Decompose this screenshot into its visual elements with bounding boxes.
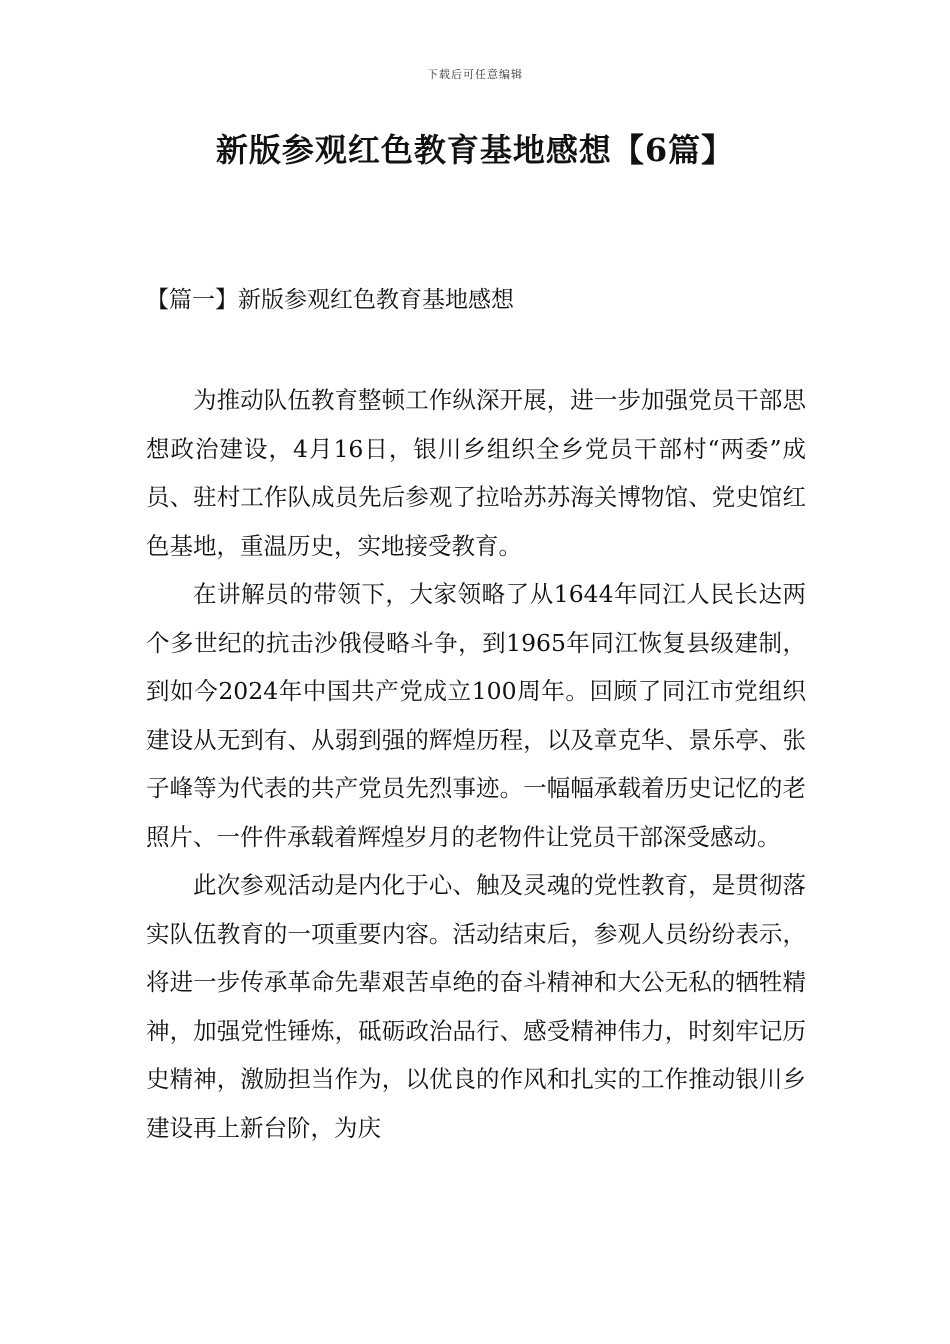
paragraph: 在讲解员的带领下，大家领略了从1644年同江人民长达两个多世纪的抗击沙俄侵略斗争，到1965年同江恢复县级建制，到如今2024年中国共产党成立100周年。回顾了同江市党组织建设从无到有、从弱到强的辉煌历程，以及章克华、景乐亭、张子峰等为代表的共产党员先烈事迹。一幅幅承载着历史记忆的老照片、一件件承载着辉煌岁月的老物件让党员干部深受感动。: [146, 580, 806, 851]
header-note: 下载后可任意编辑: [427, 68, 523, 81]
paragraph: 此次参观活动是内化于心、触及灵魂的党性教育，是贯彻落实队伍教育的一项重要内容。活动结束后，参观人员纷纷表示，将进一步传承革命先辈艰苦卓绝的奋斗精神和大公无私的牺牲精神，加强党性锤炼，砥砺政治品行、感受精神伟力，时刻牢记历史精神，激励担当作为，以优良的作风和扎实的工作推动银川乡建设再上新台阶，为庆: [146, 871, 806, 1142]
body-text: [146, 376, 806, 1152]
section-heading: 【篇一】新版参观红色教育基地感想: [146, 287, 514, 313]
paragraph: 为推动队伍教育整顿工作纵深开展，进一步加强党员干部思想政治建设，4月16日，银川乡组织全乡党员干部村“两委”成员、驻村工作队成员先后参观了拉哈苏苏海关博物馆、党史馆红色基地，重温历史，实地接受教育。: [146, 386, 806, 560]
document-title: 新版参观红色教育基地感想【6篇】: [215, 131, 735, 169]
